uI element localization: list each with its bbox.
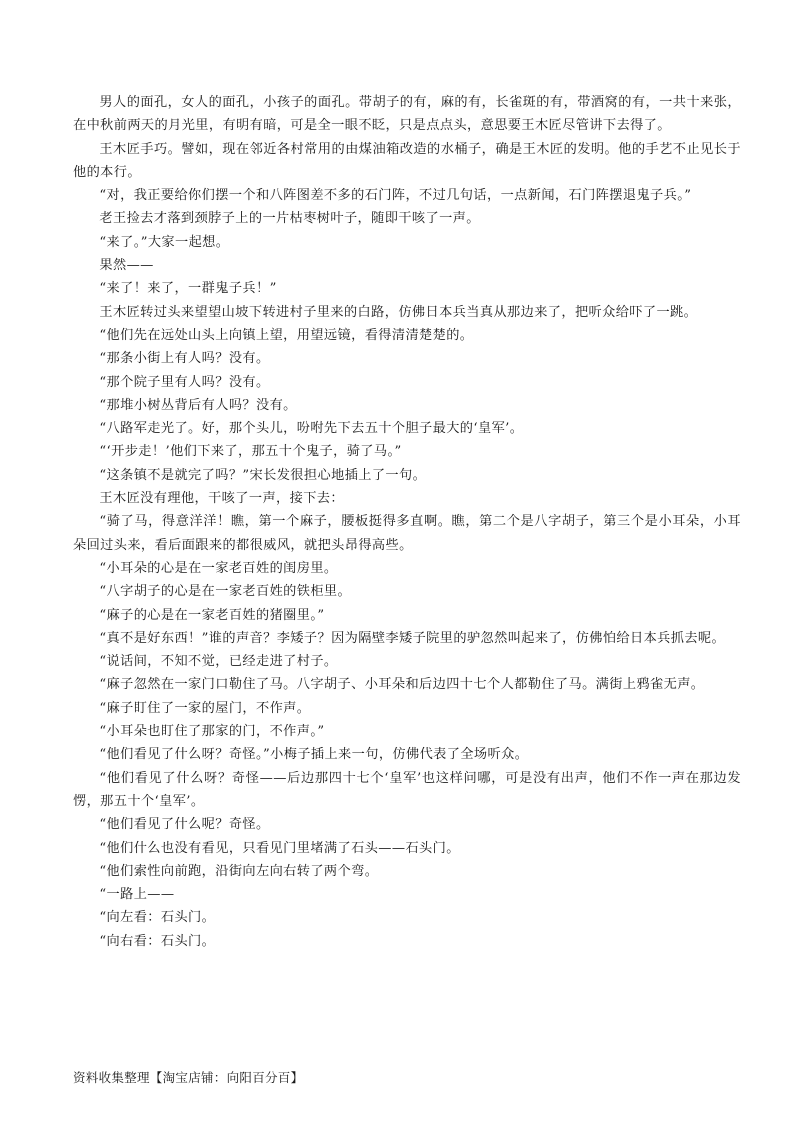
paragraph: 老王捡去才落到颈脖子上的一片枯枣树叶子，随即干咳了一声。 [99, 211, 480, 227]
paragraph: “这条镇不是就完了吗？”宋长发很担心地插上了一句。 [99, 467, 427, 483]
paragraph: “来了！来了，一群鬼子兵！” [99, 281, 277, 297]
paragraph: “真不是好东西！”谁的声音？李矮子？因为隔壁李矮子院里的驴忽然叫起来了，仿佛怕给日本兵抓去呢。 [99, 630, 726, 646]
paragraph: “骑了马，得意洋洋！瞧，第一个麻子，腰板挺得多直啊。瞧，第二个是八字胡子，第三个是小耳朵，小耳朵回过头来，看后面跟来的都很威风，就把头昂得高些。 [73, 514, 741, 553]
paragraph: “他们看见了什么呀？奇怪。”小梅子插上来一句，仿佛代表了全场听众。 [99, 747, 529, 763]
paragraph: 男人的面孔，女人的面孔，小孩子的面孔。带胡子的有，麻的有，长雀斑的有，带酒窝的有，一共十来张，在中秋前两天的月光里，有明有暗，可是全一眼不眨，只是点点头，意思要王木匠尽管讲下去得了。 [73, 95, 741, 134]
paragraph: “八路军走光了。好，那个头儿，吩咐先下去五十个胆子最大的‘皇军’。 [99, 421, 524, 437]
paragraph: 王木匠转过头来望望山坡下转进村子里来的白路，仿佛日本兵当真从那边来了，把听众给吓了一跳。 [99, 304, 698, 320]
paragraph: “对，我正要给你们摆一个和八阵图差不多的石门阵，不过几句话，一点新闻，石门阵摆退鬼子兵。” [99, 188, 692, 204]
paragraph: “那个院子里有人吗？没有。 [99, 374, 270, 390]
paragraph: “他们什么也没有看见，只看见门里堵满了石头——石头门。 [99, 840, 460, 856]
paragraph: 王木匠手巧。譬如，现在邻近各村常用的由煤油箱改造的水桶子，确是王木匠的发明。他的手艺不止见长于他的本行。 [73, 141, 741, 180]
paragraph: 果然—— [99, 258, 154, 274]
paragraph: “小耳朵的心是在一家老百姓的闺房里。 [99, 560, 338, 576]
paragraph: “说话间，不知不觉，已经走进了村子。 [99, 654, 338, 670]
paragraph: “他们看见了什么呀？奇怪——后边那四十七个‘皇军’也这样问哪，可是没有出声，他们不作一声在那边发愣，那五十个‘皇军’。 [73, 770, 741, 809]
paragraph: “‘开步走！’他们下来了，那五十个鬼子，骑了马。” [99, 444, 402, 460]
paragraph: “那条小街上有人吗？没有。 [99, 351, 270, 367]
paragraph: “那堆小树丛背后有人吗？没有。 [99, 397, 297, 413]
paragraph: 王木匠没有理他，干咳了一声，接下去： [99, 491, 344, 507]
paragraph: “向左看：石头门。 [99, 910, 216, 926]
paragraph: “向右看：石头门。 [99, 933, 216, 949]
paragraph: “麻子忽然在一家门口勒住了马。八字胡子、小耳朵和后边四十七个人都勒住了马。满街上鸦雀无声。 [99, 677, 705, 693]
paragraph: “来了。”大家一起想。 [99, 234, 230, 250]
paragraph: “八字胡子的心是在一家老百姓的铁柜里。 [99, 584, 352, 600]
paragraph: “他们先在远处山头上向镇上望，用望远镜，看得清清楚楚的。 [99, 327, 474, 343]
paragraph: “他们索性向前跑，沿街向左向右转了两个弯。 [99, 863, 379, 879]
paragraph: “一路上—— [99, 887, 175, 903]
paragraph: “麻子盯住了一家的屋门，不作声。 [99, 700, 311, 716]
paragraph: “麻子的心是在一家老百姓的猪圈里。” [99, 607, 325, 623]
footer-source-note: 资料收集整理【淘宝店铺：向阳百分百】 [73, 1070, 304, 1085]
paragraph: “小耳朵也盯住了那家的门，不作声。” [99, 724, 325, 740]
paragraph: “他们看见了什么呢？奇怪。 [99, 817, 270, 833]
document-body [73, 91, 741, 953]
